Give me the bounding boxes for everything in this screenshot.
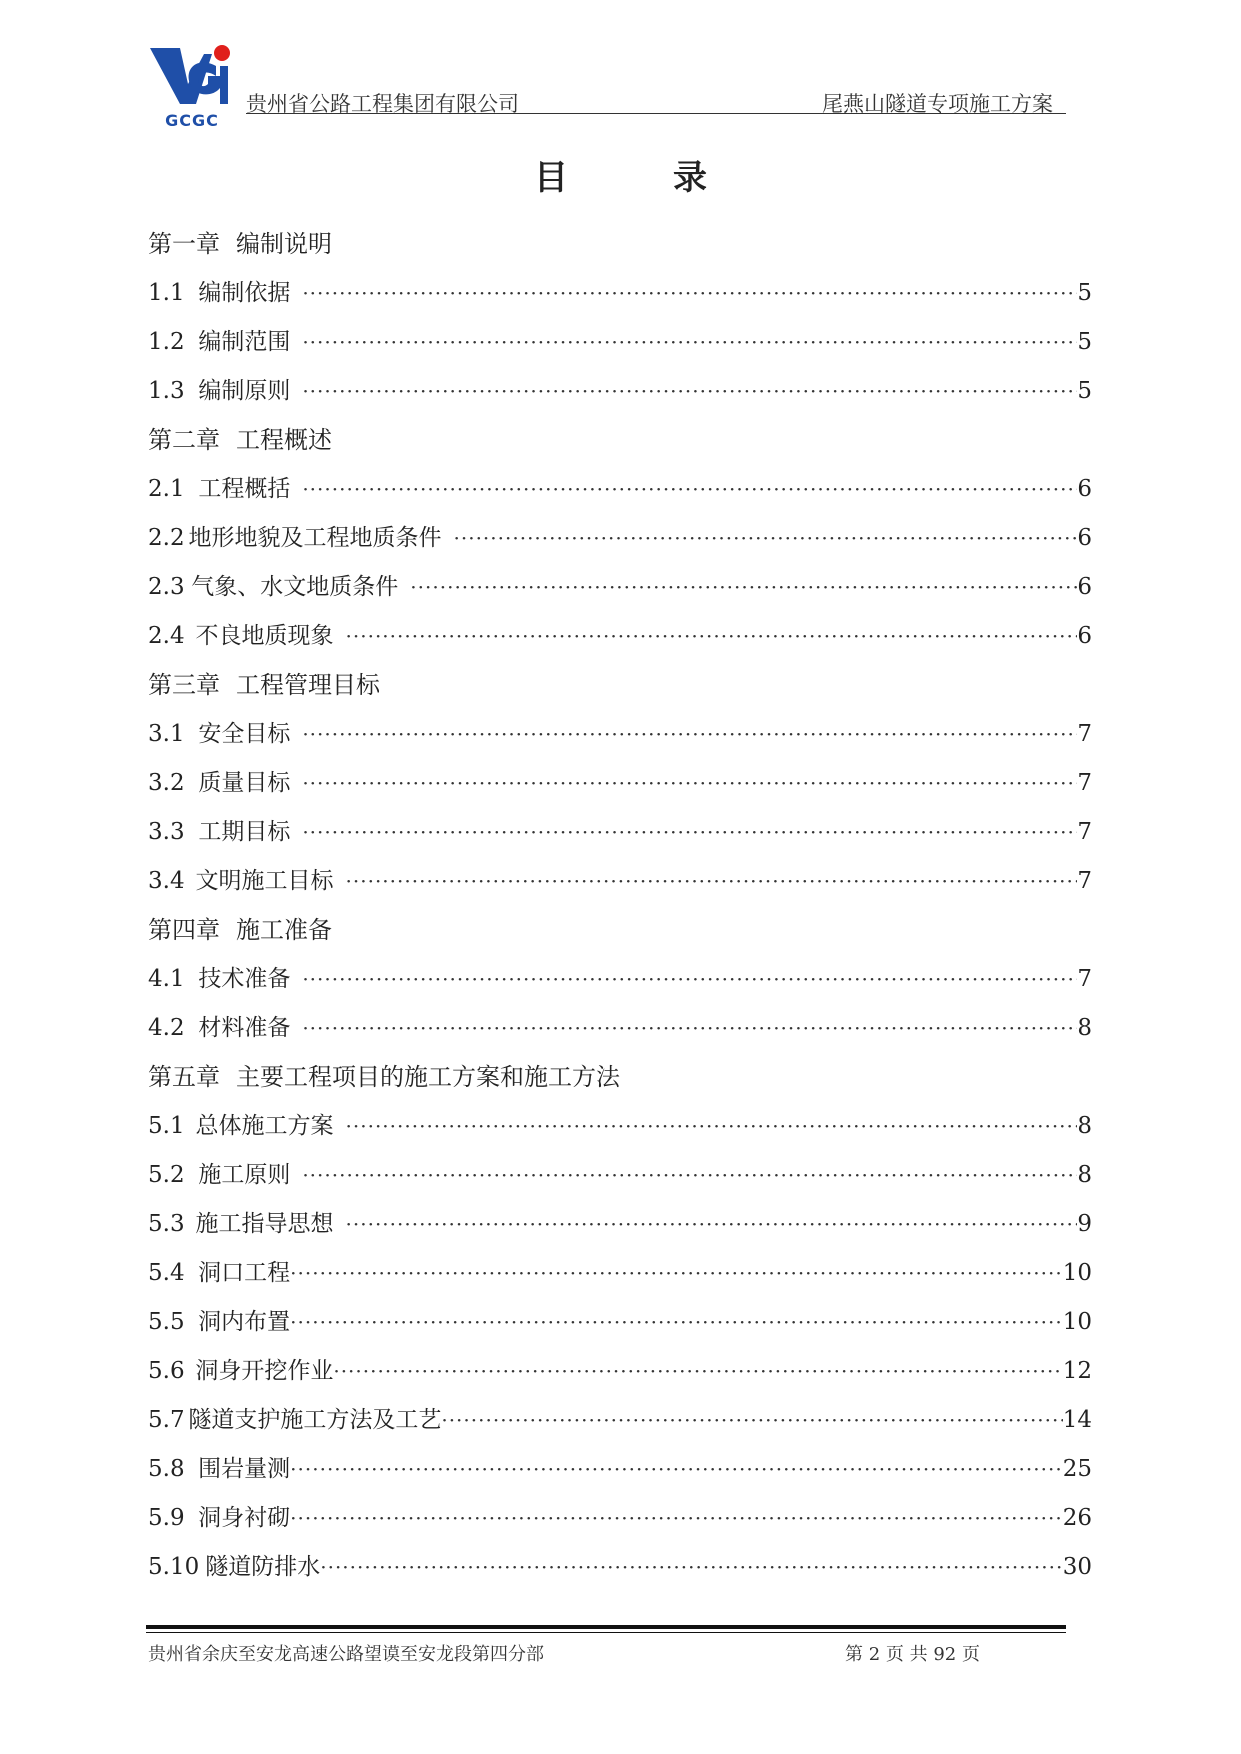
toc-entry-label: 不良地质现象 <box>195 623 334 649</box>
toc-entry-label: 总体施工方案 <box>195 1113 334 1139</box>
footer-page-number: 第 2 页 共 92 页 <box>845 1644 980 1665</box>
toc-entry-label: 洞身开挖作业 <box>195 1358 334 1384</box>
toc-entry[interactable] <box>148 1445 1092 1494</box>
toc-leader-dots <box>302 1004 1077 1053</box>
toc-entry-label: 洞内布置 <box>198 1309 291 1335</box>
page-title <box>0 150 1241 199</box>
toc-entry-number: 5.6 <box>148 1358 185 1384</box>
toc-leader-dots <box>290 1494 1063 1543</box>
toc-chapter-number: 第四章 <box>148 916 220 944</box>
toc-chapter-title: 主要工程项目的施工方案和施工方法 <box>236 1063 620 1091</box>
logo-right-bar <box>220 66 228 104</box>
toc-entry-label: 文明施工目标 <box>195 868 334 894</box>
toc-leader-dots <box>290 1249 1063 1298</box>
toc-entry-label: 隧道支护施工方法及工艺 <box>188 1407 442 1433</box>
toc-entry-number: 1.2 <box>148 329 185 355</box>
toc-entry-label: 施工指导思想 <box>195 1211 334 1237</box>
toc-entry-label: 围岩量测 <box>198 1456 291 1482</box>
toc-leader-dots <box>454 514 1078 563</box>
company-logo <box>146 44 238 130</box>
toc-entry-number: 5.4 <box>148 1260 185 1286</box>
toc-leader-dots <box>302 1151 1077 1200</box>
toc-entry[interactable] <box>148 1347 1092 1396</box>
toc-leader-dots <box>410 563 1077 612</box>
toc-leader-dots <box>302 710 1077 759</box>
toc-entry-page: 5 <box>1077 280 1092 306</box>
toc-leader-dots <box>290 1445 1063 1494</box>
toc-entry-number: 5.5 <box>148 1309 185 1335</box>
footer-rule-thick <box>146 1625 1066 1629</box>
toc-entry[interactable] <box>148 367 1092 416</box>
toc-entry-page: 8 <box>1077 1162 1092 1188</box>
toc-entry-number: 5.9 <box>148 1505 185 1531</box>
toc-entry-page: 7 <box>1077 819 1092 845</box>
header-doc-title: 尾燕山隧道专项施工方案 <box>822 92 1053 116</box>
toc-entry-label: 工程概括 <box>198 476 291 502</box>
title-char-1: 目 <box>534 158 568 198</box>
toc-entry-label: 洞身衬砌 <box>198 1505 291 1531</box>
toc-entry-number: 5.2 <box>148 1162 185 1188</box>
toc-entry[interactable] <box>148 514 1092 563</box>
header-rule <box>246 113 1066 114</box>
header-company: 贵州省公路工程集团有限公司 <box>246 92 519 116</box>
toc-entry-number: 2.4 <box>148 623 185 649</box>
toc-entry-page: 7 <box>1077 966 1092 992</box>
toc-entry[interactable] <box>148 1396 1092 1445</box>
toc-chapter[interactable] <box>148 906 1092 955</box>
toc-entry-number: 2.1 <box>148 476 185 502</box>
toc-entry-page: 6 <box>1077 525 1092 551</box>
toc-chapter[interactable] <box>148 220 1092 269</box>
toc-entry-page: 6 <box>1077 623 1092 649</box>
toc-entry-page: 10 <box>1062 1260 1092 1286</box>
toc-entry[interactable] <box>148 759 1092 808</box>
toc-entry-number: 2.2 <box>148 525 185 551</box>
toc-entry-number: 5.10 <box>148 1554 200 1580</box>
toc-leader-dots <box>441 1396 1062 1445</box>
logo-red-dot <box>214 45 230 61</box>
toc-entry[interactable] <box>148 465 1092 514</box>
toc-entry[interactable] <box>148 1151 1092 1200</box>
toc-chapter-number: 第一章 <box>148 230 220 258</box>
toc-entry-page: 9 <box>1077 1211 1092 1237</box>
toc-entry-number: 3.3 <box>148 819 185 845</box>
toc-chapter-title: 工程概述 <box>236 426 332 454</box>
toc-entry-label: 编制依据 <box>198 280 291 306</box>
toc-entry-page: 25 <box>1062 1456 1092 1482</box>
toc-entry-label: 技术准备 <box>198 966 291 992</box>
toc-entry-page: 8 <box>1077 1113 1092 1139</box>
toc-entry-label: 工期目标 <box>198 819 291 845</box>
toc-entry-number: 1.3 <box>148 378 185 404</box>
toc-leader-dots <box>302 269 1077 318</box>
toc-entry-number: 3.1 <box>148 721 185 747</box>
toc-entry[interactable] <box>148 1249 1092 1298</box>
toc-entry-number: 2.3 <box>148 574 185 600</box>
table-of-contents <box>148 220 1092 1592</box>
toc-leader-dots <box>302 465 1077 514</box>
toc-entry[interactable] <box>148 318 1092 367</box>
toc-entry-number: 4.2 <box>148 1015 185 1041</box>
toc-leader-dots <box>346 1200 1078 1249</box>
toc-entry[interactable] <box>148 1543 1092 1592</box>
toc-leader-dots <box>333 1347 1062 1396</box>
toc-entry-number: 3.4 <box>148 868 185 894</box>
toc-chapter[interactable] <box>148 1053 1092 1102</box>
toc-entry-label: 编制原则 <box>198 378 291 404</box>
toc-entry-page: 30 <box>1062 1554 1092 1580</box>
toc-entry-number: 5.7 <box>148 1407 185 1433</box>
toc-entry[interactable] <box>148 857 1092 906</box>
toc-entry-page: 7 <box>1077 770 1092 796</box>
toc-entry-label: 地形地貌及工程地质条件 <box>188 525 442 551</box>
toc-entry-page: 7 <box>1077 868 1092 894</box>
toc-chapter[interactable] <box>148 661 1092 710</box>
footer-project: 贵州省余庆至安龙高速公路望谟至安龙段第四分部 <box>148 1644 544 1665</box>
toc-leader-dots <box>346 857 1078 906</box>
toc-entry[interactable] <box>148 563 1092 612</box>
toc-leader-dots <box>346 1102 1078 1151</box>
toc-entry-page: 6 <box>1077 476 1092 502</box>
toc-leader-dots <box>302 759 1077 808</box>
toc-entry-page: 10 <box>1062 1309 1092 1335</box>
toc-entry[interactable] <box>148 1102 1092 1151</box>
toc-entry-label: 施工原则 <box>198 1162 291 1188</box>
toc-entry-page: 5 <box>1077 329 1092 355</box>
footer-rule-thin <box>146 1632 1066 1633</box>
toc-entry-label: 质量目标 <box>198 770 291 796</box>
toc-entry[interactable] <box>148 1200 1092 1249</box>
toc-leader-dots <box>290 1298 1063 1347</box>
toc-chapter[interactable] <box>148 416 1092 465</box>
toc-entry-number: 5.8 <box>148 1456 185 1482</box>
toc-entry-label: 洞口工程 <box>198 1260 291 1286</box>
toc-entry-page: 26 <box>1062 1505 1092 1531</box>
toc-entry-page: 6 <box>1077 574 1092 600</box>
toc-chapter-title: 编制说明 <box>236 230 332 258</box>
toc-entry-page: 8 <box>1077 1015 1092 1041</box>
toc-entry-number: 3.2 <box>148 770 185 796</box>
logo-v-mark <box>150 48 212 104</box>
toc-leader-dots <box>302 367 1077 416</box>
toc-leader-dots <box>320 1543 1062 1592</box>
toc-entry-page: 14 <box>1062 1407 1092 1433</box>
toc-leader-dots <box>302 955 1077 1004</box>
toc-leader-dots <box>302 318 1077 367</box>
toc-entry-label: 气象、水文地质条件 <box>191 574 399 600</box>
toc-entry[interactable] <box>148 808 1092 857</box>
toc-entry[interactable] <box>148 955 1092 1004</box>
toc-entry[interactable] <box>148 1494 1092 1543</box>
toc-entry[interactable] <box>148 1298 1092 1347</box>
toc-entry-page: 12 <box>1062 1358 1092 1384</box>
toc-chapter-number: 第三章 <box>148 671 220 699</box>
toc-chapter-title: 施工准备 <box>236 916 332 944</box>
toc-chapter-title: 工程管理目标 <box>236 671 380 699</box>
toc-entry-label: 编制范围 <box>198 329 291 355</box>
toc-entry[interactable] <box>148 612 1092 661</box>
toc-chapter-number: 第五章 <box>148 1063 220 1091</box>
toc-chapter-number: 第二章 <box>148 426 220 454</box>
toc-entry-number: 5.1 <box>148 1113 185 1139</box>
title-char-2: 录 <box>673 158 707 198</box>
toc-entry-number: 1.1 <box>148 280 185 306</box>
toc-entry[interactable] <box>148 710 1092 759</box>
toc-entry-label: 隧道防排水 <box>205 1554 321 1580</box>
toc-entry-page: 5 <box>1077 378 1092 404</box>
toc-entry-label: 材料准备 <box>198 1015 291 1041</box>
toc-entry-page: 7 <box>1077 721 1092 747</box>
logo-text: GCGC <box>165 111 219 130</box>
toc-entry-number: 4.1 <box>148 966 185 992</box>
toc-entry-number: 5.3 <box>148 1211 185 1237</box>
toc-leader-dots <box>346 612 1078 661</box>
toc-leader-dots <box>302 808 1077 857</box>
toc-entry[interactable] <box>148 269 1092 318</box>
toc-entry[interactable] <box>148 1004 1092 1053</box>
toc-entry-label: 安全目标 <box>198 721 291 747</box>
